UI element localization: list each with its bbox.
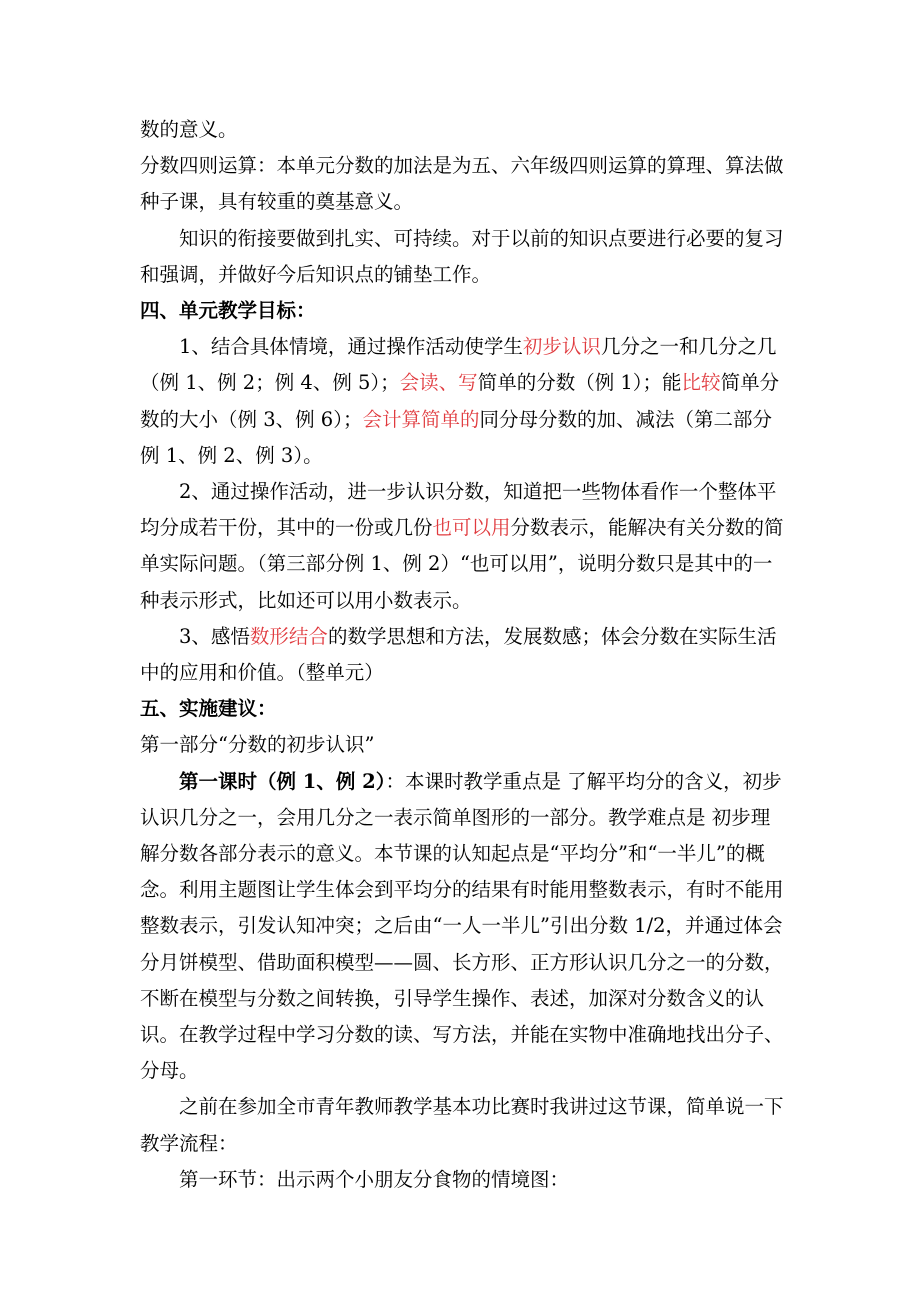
goal-2-text-a: 2、通过操作活动，进一步认识分数，知道把一些物体看作一个整体平均分成若干份，其中的一份或几份: [140, 480, 777, 540]
goal-1-text-c: 简单的分数（例 1）；能: [477, 371, 682, 395]
goal-1-text-d: 简单分数的大小（例 3、例 6）；: [140, 371, 780, 431]
goal-2-text-b: 分数表示，能解决有关分数的简单实际问题。（第三部分例 1、例 2）“也可以用”，说明分数只是其中的一种表示形式，比如还可以用小数表示。: [140, 516, 784, 612]
goal-3-text-b: 的数学思想和方法，发展数感；体会分数在实际生活中的应用和价值。（整单元）: [140, 624, 777, 685]
goal-2: [140, 474, 788, 619]
goal-3-text-a: 3、感悟: [179, 624, 250, 648]
step-1: 第一环节：出示两个小朋友分食物的情境图：: [179, 1167, 570, 1191]
goal-2-emphasis: 也可以用: [432, 516, 511, 540]
goal-1-emphasis-c: 比较: [681, 371, 721, 395]
paragraph-arithmetic: 分数四则运算：本单元分数的加法是为五、六年级四则运算的算理、算法做种子课，具有较重的奠基意义。: [140, 154, 784, 214]
goal-1-text-e: 同分母分数的加、减法（第二部分例 1、例 2、例 3）。: [140, 407, 772, 467]
section-heading-suggestions: 五、实施建议：: [140, 697, 277, 721]
lesson-1-title: 第一课时（例 1、例 2）: [179, 769, 386, 793]
goal-1-text-a: 1、结合具体情境，通过操作活动使学生: [179, 335, 523, 359]
paragraph-teaching-flow: 之前在参加全市青年教师教学基本功比赛时我讲过这节课，简单说一下教学流程：: [140, 1095, 784, 1155]
goal-1-emphasis-a: 初步认识: [522, 335, 601, 359]
goal-3: [140, 619, 788, 691]
part-1-title: 第一部分“分数的初步认识”: [140, 733, 375, 757]
paragraph-continuation: 数的意义。: [140, 118, 238, 141]
goal-1-emphasis-b: 会读、写: [399, 371, 478, 395]
section-heading-goals: 四、单元教学目标：: [140, 299, 316, 323]
document-body: [140, 112, 788, 1198]
lesson-1: [140, 764, 788, 1090]
lesson-1-body: ：本课时教学重点是 了解平均分的含义，初步认识几分之一，会用几分之一表示简单图形的一部分。教学难点是 初步理解分数各部分表示的意义。本节课的认知起点是“平均分”和“一半儿”的概念。利用主题图让学生体会到平均分的结果有时能用整数表示，有时不能用整数表示，引发认知冲突；之后由“一人一半儿”引出分数 1/2，并通过体会分月饼模型、借助面积模型——圆、长方形、正方形认识几分之一的分数，不断在模型与分数之间转换，引导学生操作、表述，加深对分数含义的认识。在教学过程中学习分数的读、写方法，并能在实物中准确地找出分子、分母。: [140, 769, 784, 1083]
goal-3-emphasis: 数形结合: [249, 624, 328, 648]
goal-1-emphasis-d: 会计算简单的: [362, 407, 480, 431]
paragraph-knowledge-link: 知识的衔接要做到扎实、可持续。对于以前的知识点要进行必要的复习和强调，并做好今后知识点的铺垫工作。: [140, 226, 784, 286]
goal-1-text-b: 几分之一和几分之几（例 1、例 2；例 4、例 5）；: [140, 335, 777, 395]
goal-1: [140, 329, 788, 474]
